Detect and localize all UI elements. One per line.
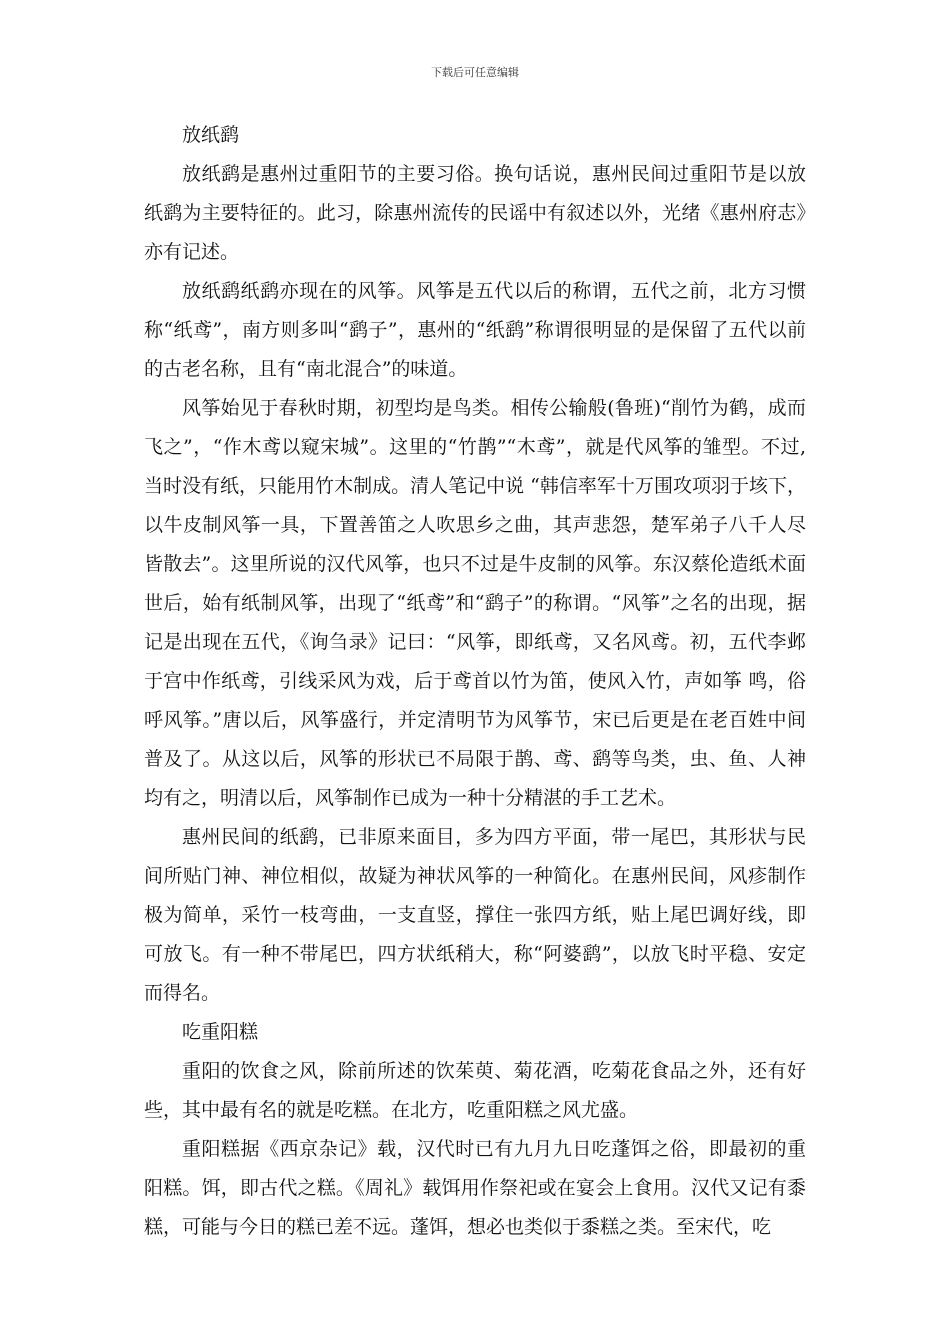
paragraph: 惠州民间的纸鹞，已非原来面目，多为四方平面，带一尾巴，其形状与民间所贴门神、神位相似，故疑为神状风筝的一种简化。在惠州民间，风疹制作极为简单，采竹一枝弯曲，一支直竖，撑住一张四方纸，贴上尾巴调好线，即可放飞。有一种不带尾巴，四方状纸稍大，称“阿婆鹞”，以放飞时平稳、安定而得名。 bbox=[144, 826, 806, 1004]
paragraph: 放纸鹞是惠州过重阳节的主要习俗。换句话说，惠州民间过重阳节是以放纸鹞为主要特征的。此习，除惠州流传的民谣中有叙述以外，光绪《惠州府志》亦有记述。 bbox=[144, 163, 806, 263]
paragraph: 放纸鹞纸鹞亦现在的风筝。风筝是五代以后的称谓，五代之前，北方习惯称“纸鸢”，南方则多叫“鹞子”，惠州的“纸鹞”称谓很明显的是保留了五代以前的古老名称，且有“南北混合”的味道。 bbox=[144, 280, 806, 380]
page-header: 下载后可任意编辑 bbox=[431, 66, 519, 79]
document-body bbox=[144, 116, 806, 1247]
section-title: 放纸鹞 bbox=[182, 124, 240, 146]
section-title: 吃重阳糕 bbox=[182, 1021, 259, 1043]
paragraph: 重阳糕据《西京杂记》载，汉代时已有九月九日吃蓬饵之俗，即最初的重阳糕。饵，即古代之糕。《周礼》载饵用作祭祀或在宴会上食用。汉代又记有黍糕，可能与今日的糕已差不远。蓬饵，想必也类似于黍糕之类。至宋代，吃 bbox=[144, 1138, 806, 1238]
paragraph: 风筝始见于春秋时期，初型均是鸟类。相传公输般(鲁班)“削竹为鹤，成而飞之”，“作木鸢以窥宋城”。这里的“竹鹊”“木鸢”，就是代风筝的雏型。不过,当时没有纸，只能用竹木制成。清人笔记中说 “韩信率军十万围攻项羽于垓下，以牛皮制风筝一具，下置善笛之人吹思乡之曲，其声悲怨，楚军弟子八千人尽皆散去”。这里所说的汉代风筝，也只不过是牛皮制的风筝。东汉蔡伦造纸术面世后，始有纸制风筝，出现了“纸鸢”和“鹞子”的称谓。“风筝”之名的出现，据记是出现在五代，《询刍录》记曰：“风筝，即纸鸢，又名风鸢。初，五代李邺于宫中作纸鸢，引线采风为戏，后于鸢首以竹为笛，使风入竹，声如筝 鸣，俗呼风筝。”唐以后，风筝盛行，并定清明节为风筝节，宋已后更是在老百姓中间普及了。从这以后，风筝的形状已不局限于鹊、鸢、鹞等鸟类，虫、鱼、人神均有之，明清以后，风筝制作已成为一种十分精湛的手工艺术。 bbox=[144, 397, 806, 809]
paragraph: 重阳的饮食之风，除前所述的饮茱萸、菊花酒，吃菊花食品之外，还有好些，其中最有名的就是吃糕。在北方，吃重阳糕之风尤盛。 bbox=[144, 1060, 806, 1121]
